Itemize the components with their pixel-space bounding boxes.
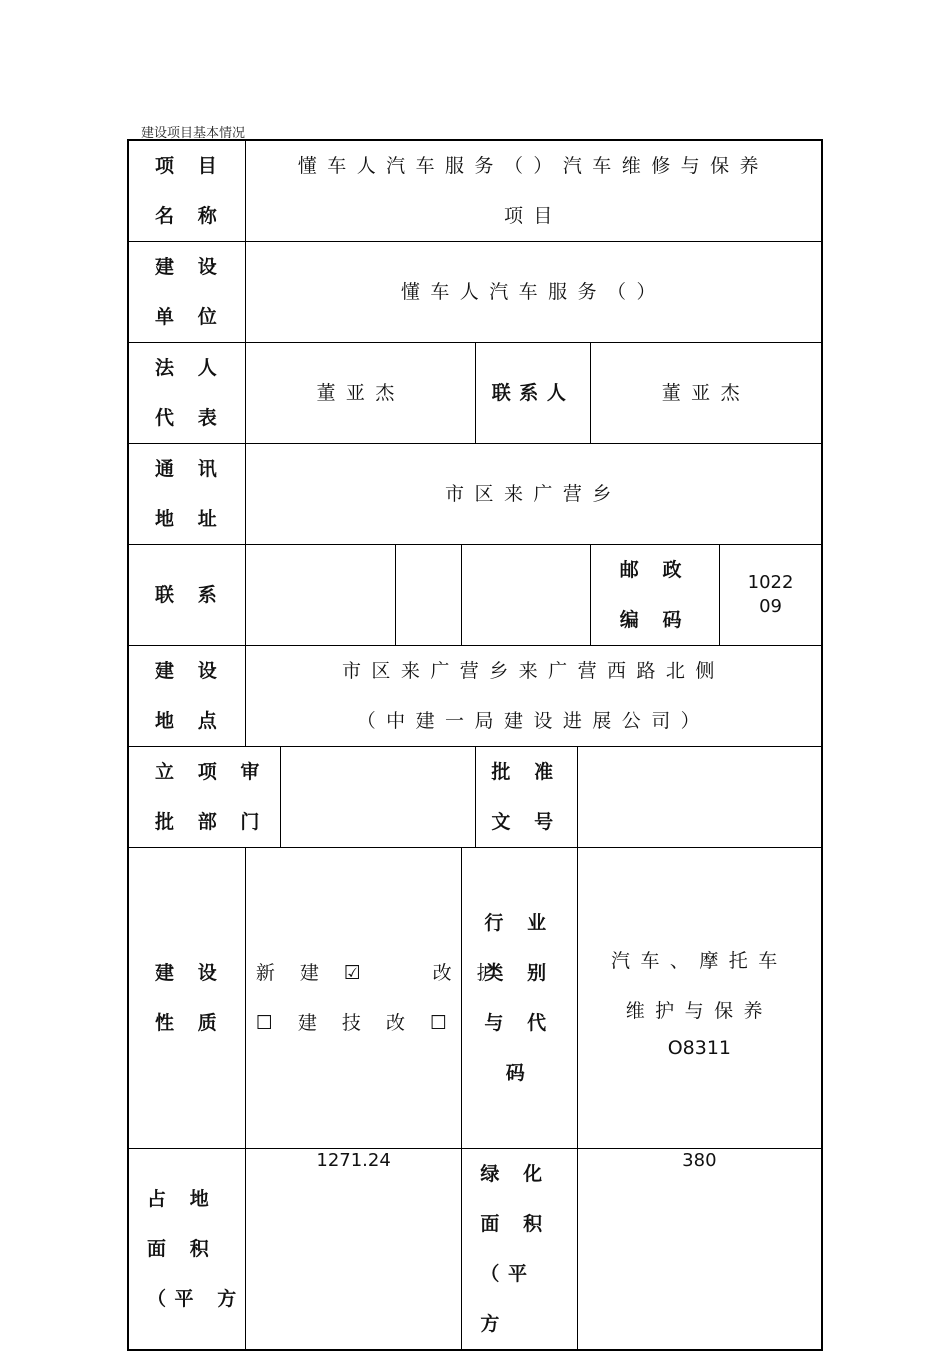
nature-options: 新 建 ☑ 改 扩 ☐ 建 技 改 ☐	[245, 848, 462, 1149]
contact-cell-3	[462, 545, 590, 646]
row-project-name	[128, 140, 822, 242]
legal-rep-label: 法 人 代 表	[128, 343, 245, 444]
approval-dept-label: 立 项 审 批 部 门	[128, 747, 280, 848]
contact-label: 联 系	[128, 545, 245, 646]
row-address	[128, 444, 822, 545]
contact-cell-2	[396, 545, 462, 646]
row-location	[128, 646, 822, 747]
builder-label: 建 设 单 位	[128, 242, 245, 343]
project-name-value: 懂车人汽车服务（）汽车维修与保养 项目	[245, 140, 822, 242]
document-caption: 建设项目基本情况	[141, 126, 246, 141]
industry-value: 汽车、摩托车 维护与保养 O8311	[577, 848, 822, 1149]
row-legal-rep	[128, 343, 822, 444]
legal-rep-value: 董亚杰	[245, 343, 476, 444]
row-area	[128, 1149, 822, 1351]
location-value: 市区来广营乡来广营西路北侧 （中建一局建设进展公司）	[245, 646, 822, 747]
industry-label: 行 业 类 别 与 代 码	[462, 848, 577, 1149]
row-contact	[128, 545, 822, 646]
row-builder	[128, 242, 822, 343]
project-name-label: 项 目 名 称	[128, 140, 245, 242]
land-area-value: 1271.24	[245, 1149, 462, 1351]
location-label: 建 设 地 点	[128, 646, 245, 747]
approval-doc-label: 批 准 文 号	[476, 747, 577, 848]
green-area-value: 380	[577, 1149, 822, 1351]
contact-person-value: 董亚杰	[590, 343, 822, 444]
land-area-label: 占 地 面 积 （平 方	[128, 1149, 245, 1351]
green-area-label: 绿 化 面 积 （平 方	[462, 1149, 577, 1351]
row-approval	[128, 747, 822, 848]
postal-code-label: 邮 政 编 码	[590, 545, 719, 646]
nature-label: 建 设 性 质	[128, 848, 245, 1149]
approval-doc-value	[577, 747, 822, 848]
address-label: 通 讯 地 址	[128, 444, 245, 545]
address-value: 市区来广营乡	[245, 444, 822, 545]
approval-dept-value	[280, 747, 476, 848]
contact-person-label: 联系人	[476, 343, 590, 444]
project-info-table	[127, 139, 823, 1351]
builder-value: 懂车人汽车服务（）	[245, 242, 822, 343]
row-nature	[128, 848, 822, 1149]
contact-cell-1	[245, 545, 395, 646]
postal-code-value: 102209	[720, 545, 822, 646]
